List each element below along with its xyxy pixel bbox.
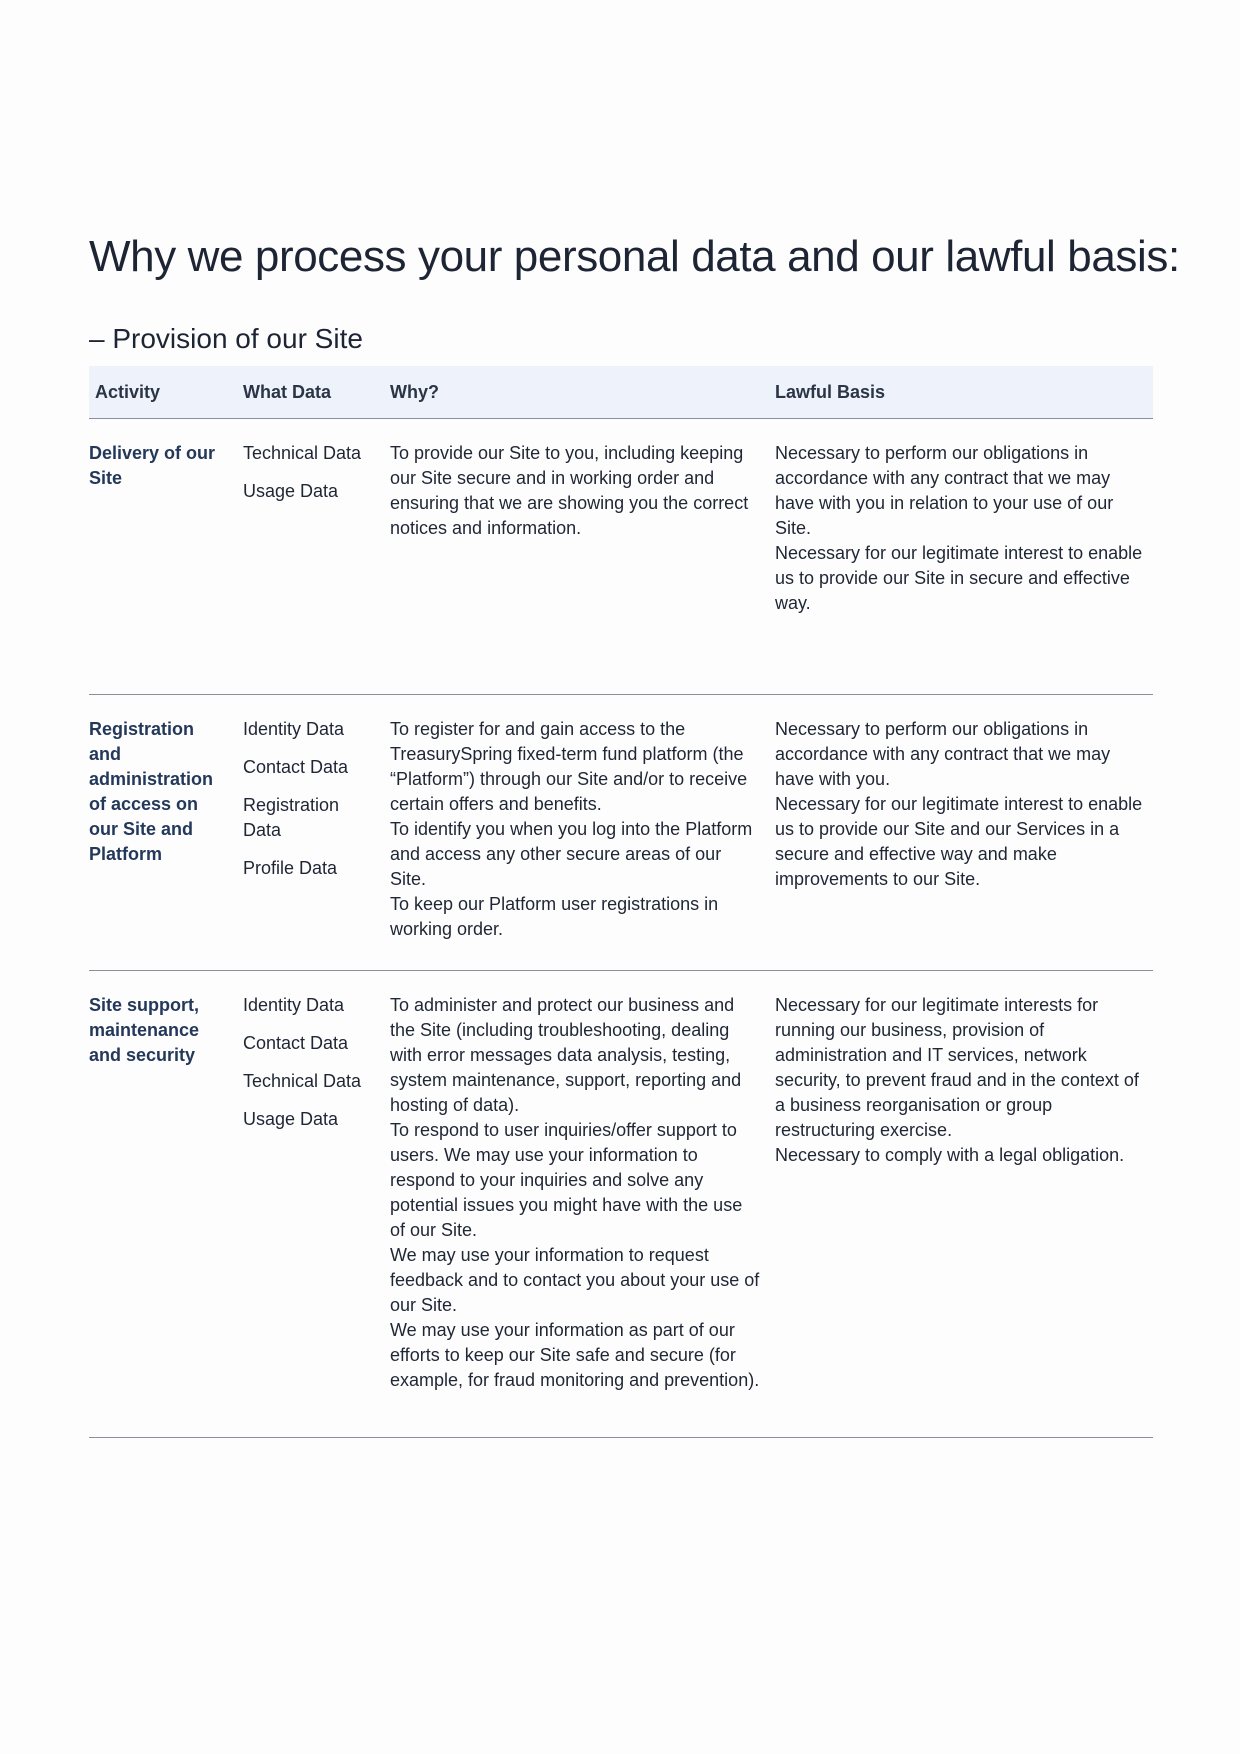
data-category: Technical Data (243, 1071, 362, 1091)
why-paragraph: We may use your information to request feedback and to contact you about your use of our Site. (390, 1245, 760, 1315)
activity-cell (89, 695, 237, 971)
why-cell (384, 695, 769, 971)
why-paragraph: To register for and gain access to the TreasurySpring fixed-term fund platform (the “Platform”) through our Site and/or to receive certain offers and benefits. (390, 719, 748, 814)
header-activity: Activity (89, 366, 237, 419)
what-data-cell (237, 971, 384, 1438)
why-paragraph: To keep our Platform user registrations in working order. (390, 894, 719, 939)
activity-label: Delivery of our Site (89, 443, 216, 488)
header-what-data: What Data (237, 366, 384, 419)
page-title: Why we process your personal data and our lawful basis: (89, 232, 1180, 281)
lawful-basis-table (89, 366, 1153, 1438)
basis-paragraph: Necessary for our legitimate interest to enable us to provide our Site and our Services in a secure and effective way and make improvements to our Site. (775, 794, 1143, 889)
why-paragraph: We may use your information as part of our efforts to keep our Site safe and secure (for example, for fraud monitoring and prevention). (390, 1320, 760, 1390)
basis-paragraph: Necessary to comply with a legal obligation. (775, 1145, 1125, 1165)
lawful-basis-cell (769, 419, 1153, 695)
activity-cell (89, 971, 237, 1438)
why-paragraph: To identify you when you log into the Platform and access any other secure areas of our Site. (390, 819, 753, 889)
basis-paragraph: Necessary for our legitimate interests for running our business, provision of administration and IT services, network security, to prevent fraud and in the context of a business reorganisation or group restructuring exercise. (775, 995, 1139, 1140)
why-cell (384, 419, 769, 695)
why-paragraph: To provide our Site to you, including keeping our Site secure and in working order and ensuring that we are showing you the correct notices and information. (390, 443, 749, 538)
why-cell (384, 971, 769, 1438)
data-category: Usage Data (243, 481, 339, 501)
table-row (89, 971, 1153, 1438)
data-category: Registration Data (243, 795, 340, 840)
data-category: Identity Data (243, 995, 345, 1015)
activity-cell (89, 419, 237, 695)
header-lawful-basis: Lawful Basis (769, 366, 1153, 419)
data-category: Technical Data (243, 443, 362, 463)
why-paragraph: To respond to user inquiries/offer support to users. We may use your information to respond to your inquiries and solve any potential issues you might have with the use of our Site. (390, 1120, 743, 1240)
data-category: Profile Data (243, 858, 338, 878)
data-category: Contact Data (243, 757, 349, 777)
activity-label: Registration and administration of access on our Site and Platform (89, 719, 214, 864)
lawful-basis-cell (769, 695, 1153, 971)
table-row (89, 419, 1153, 695)
lawful-basis-cell (769, 971, 1153, 1438)
data-category: Usage Data (243, 1109, 339, 1129)
section-subtitle: – Provision of our Site (89, 323, 363, 354)
activity-label: Site support, maintenance and security (89, 995, 200, 1065)
basis-paragraph: Necessary to perform our obligations in accordance with any contract that we may have with you in relation to your use of our Site. (775, 443, 1114, 538)
header-why: Why? (384, 366, 769, 419)
data-category: Identity Data (243, 719, 345, 739)
what-data-cell (237, 419, 384, 695)
why-paragraph: To administer and protect our business and the Site (including troubleshooting, dealing with error messages data analysis, testing, system maintenance, support, reporting and hosting of data). (390, 995, 742, 1115)
basis-paragraph: Necessary for our legitimate interest to enable us to provide our Site in secure and effective way. (775, 543, 1143, 613)
what-data-cell (237, 695, 384, 971)
table-header-row (89, 366, 1153, 419)
basis-paragraph: Necessary to perform our obligations in accordance with any contract that we may have with you. (775, 719, 1111, 789)
table-row (89, 695, 1153, 971)
data-category: Contact Data (243, 1033, 349, 1053)
